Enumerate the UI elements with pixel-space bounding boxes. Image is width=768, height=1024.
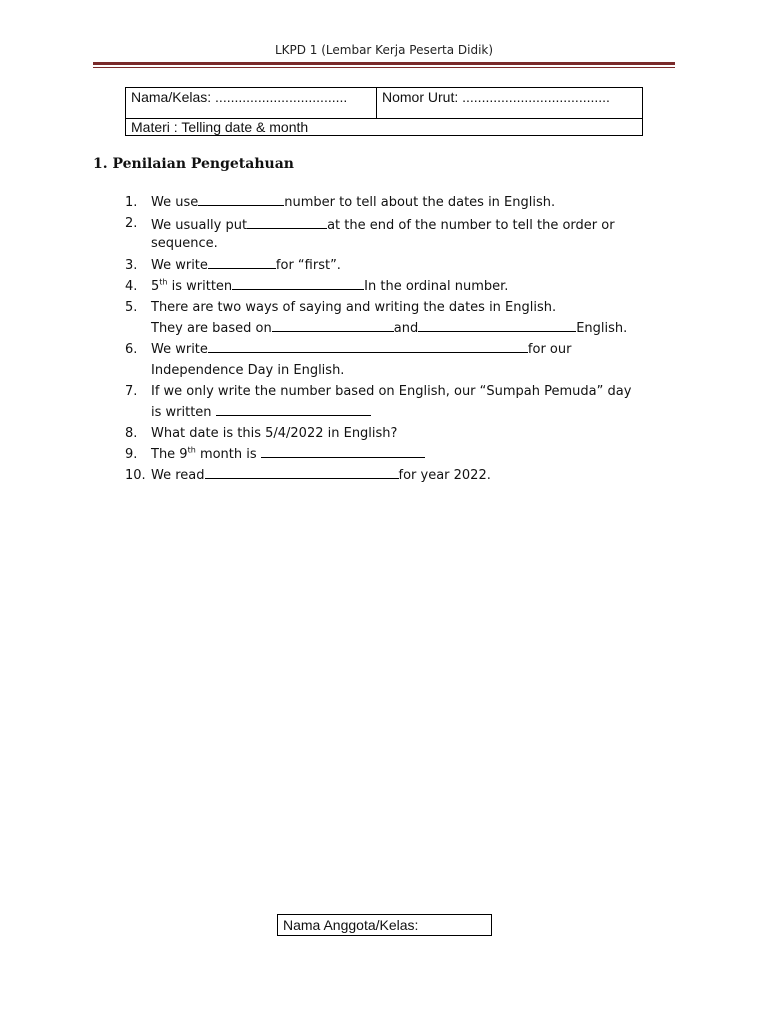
ordinal-suffix: th: [187, 445, 196, 455]
question-text: for “first”.: [275, 258, 341, 273]
answer-blank[interactable]: [208, 339, 528, 353]
ordinal-suffix: th: [159, 277, 168, 287]
question-3: [125, 255, 645, 276]
question-number: 4.: [125, 279, 138, 294]
question-number: 1.: [125, 195, 138, 210]
question-text: We write: [151, 342, 208, 357]
name-class-cell[interactable]: Nama/Kelas: ..................................: [126, 88, 377, 119]
question-text: There are two ways of saying and writing the dates in English.: [151, 300, 557, 315]
question-text: for our Independence Day in English.: [151, 342, 572, 378]
question-text: for year 2022.: [398, 468, 491, 483]
header-rule-thin: [93, 67, 675, 68]
question-text: We read: [151, 468, 205, 483]
question-text: What date is this 5/4/2022 in English?: [151, 426, 398, 441]
question-number: 9.: [125, 447, 138, 462]
question-text: and: [393, 321, 419, 336]
answer-blank[interactable]: [247, 215, 327, 229]
question-number: 2.: [125, 216, 138, 231]
answer-blank[interactable]: [261, 444, 425, 458]
answer-blank[interactable]: [216, 402, 371, 416]
material-cell: Materi : Telling date & month: [126, 119, 643, 136]
question-1: [125, 192, 645, 213]
header-rule-thick: [93, 62, 675, 65]
question-text: number to tell about the dates in English.: [284, 195, 556, 210]
question-number: 6.: [125, 342, 138, 357]
question-text: 5: [151, 279, 160, 294]
question-list: [125, 192, 645, 486]
question-text: They are based on: [151, 321, 272, 336]
question-text: In the ordinal number.: [364, 279, 509, 294]
question-4: [125, 276, 645, 297]
answer-blank[interactable]: [272, 318, 394, 332]
question-8: [125, 423, 645, 444]
question-number: 8.: [125, 426, 138, 441]
document-header-title: LKPD 1 (Lembar Kerja Peserta Didik): [274, 43, 494, 57]
question-10: [125, 465, 645, 486]
question-text: If we only write the number based on English, our “Sumpah Pemuda” day is written: [151, 384, 632, 420]
question-number: 3.: [125, 258, 138, 273]
question-6: [125, 339, 645, 381]
section-title: 1. Penilaian Pengetahuan: [93, 156, 294, 172]
question-text: We write: [151, 258, 208, 273]
student-info-table: [125, 87, 643, 136]
answer-blank[interactable]: [208, 255, 276, 269]
order-number-cell[interactable]: Nomor Urut: ......................................: [377, 88, 643, 119]
question-text: month is: [195, 447, 261, 462]
answer-blank[interactable]: [418, 318, 576, 332]
question-2: [125, 215, 645, 253]
question-text: English.: [576, 321, 628, 336]
question-text: We usually put: [151, 218, 248, 233]
question-number: 7.: [125, 384, 138, 399]
question-number: 5.: [125, 300, 138, 315]
question-9: [125, 444, 645, 465]
question-text: The 9: [151, 447, 188, 462]
question-number: 10.: [125, 468, 146, 483]
question-7: [125, 381, 645, 423]
answer-blank[interactable]: [232, 276, 364, 290]
question-5: [125, 297, 645, 339]
question-text: We use: [151, 195, 199, 210]
answer-blank[interactable]: [198, 192, 284, 206]
answer-blank[interactable]: [205, 465, 399, 479]
question-text: at the end of the number to tell the order or sequence.: [151, 218, 615, 251]
question-text: is written: [167, 279, 233, 294]
group-members-box[interactable]: Nama Anggota/Kelas:: [277, 914, 492, 936]
